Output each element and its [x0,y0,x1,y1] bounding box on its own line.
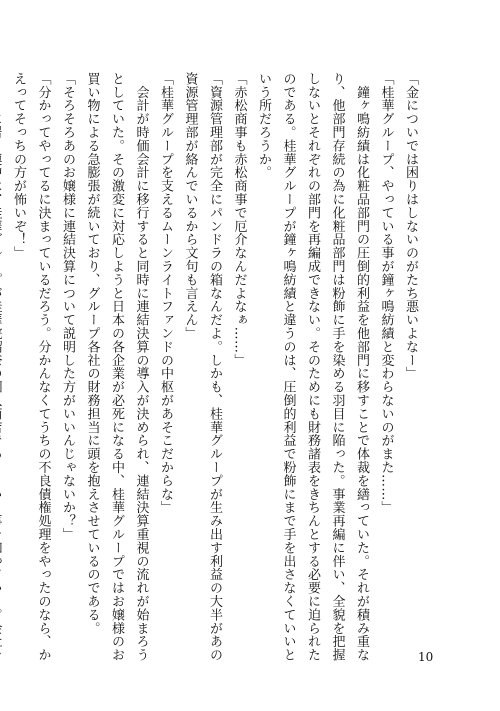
text-line: 「分かってやってるに決まっているだろう。分かんなくてうちの不良債権処理をやったのなら、か [35,72,51,662]
text-line: 「金についでは困りはしないのがたち悪いよなー」 [403,72,418,381]
text-line: 資源管理部が絡んでいるから文句も言えん」 [182,72,198,340]
text-line [0,72,6,632]
text-line: 会計が時価会計に移行すると同時に連結決算の導入が決められ、連結決算重視の流れが始まろう [133,72,149,662]
text-line: えってそっちの方が怖いぞ！」 [11,72,26,260]
text-line: 「桂華グループ、やっている事が鐘ヶ鳴紡績と変わらないのがまた……」 [378,72,394,515]
text-line: のである。桂華グループが鐘ヶ鳴紡績と違うのは、圧倒的利益で粉飾にまで手を出さなくていいと [280,72,296,662]
text-line: 鐘ヶ鳴紡績は化粧品部門の圧倒的利益を他部門に移すことで体裁を繕っていた。それが積み重な [354,72,369,662]
text-line: り、他部門存続の為に化粧品部門は粉飾に手を染める羽目に陥った。事業再編に伴い、全貌を把握 [329,72,345,662]
text-line: 「そろそろあのお嬢様に連結決算について説明した方がいいんじゃないか？」 [60,72,75,541]
text-line: 買い物による急膨張が続いており、グループ各社の財務担当に頭を抱えさせているのである。 [84,72,100,635]
text-line: 「赤松商事も赤松商事で厄介なんだよなぁ……」 [231,72,247,367]
text-line: しないとそれぞれの部門を再編成できない。そのためにも財務諸表をきちんとする必要に迫られた [305,72,320,662]
page-number: 10 [418,650,434,664]
text-line: 「桂華グループを支えるムーンライトファンドの中枢があそこだからな」 [158,72,173,515]
text-line: 「資源管理部が完全にパンドラの箱なんだよ。しかも、桂華グループが生み出す利益の大半があの [207,72,222,662]
text-line: いう所だろうか。 [256,72,271,180]
body-text [11,72,422,662]
text-line: としていた。その激変に対応しようと日本の各企業が必死になる中、桂華グループではお嬢様のお [109,72,124,662]
